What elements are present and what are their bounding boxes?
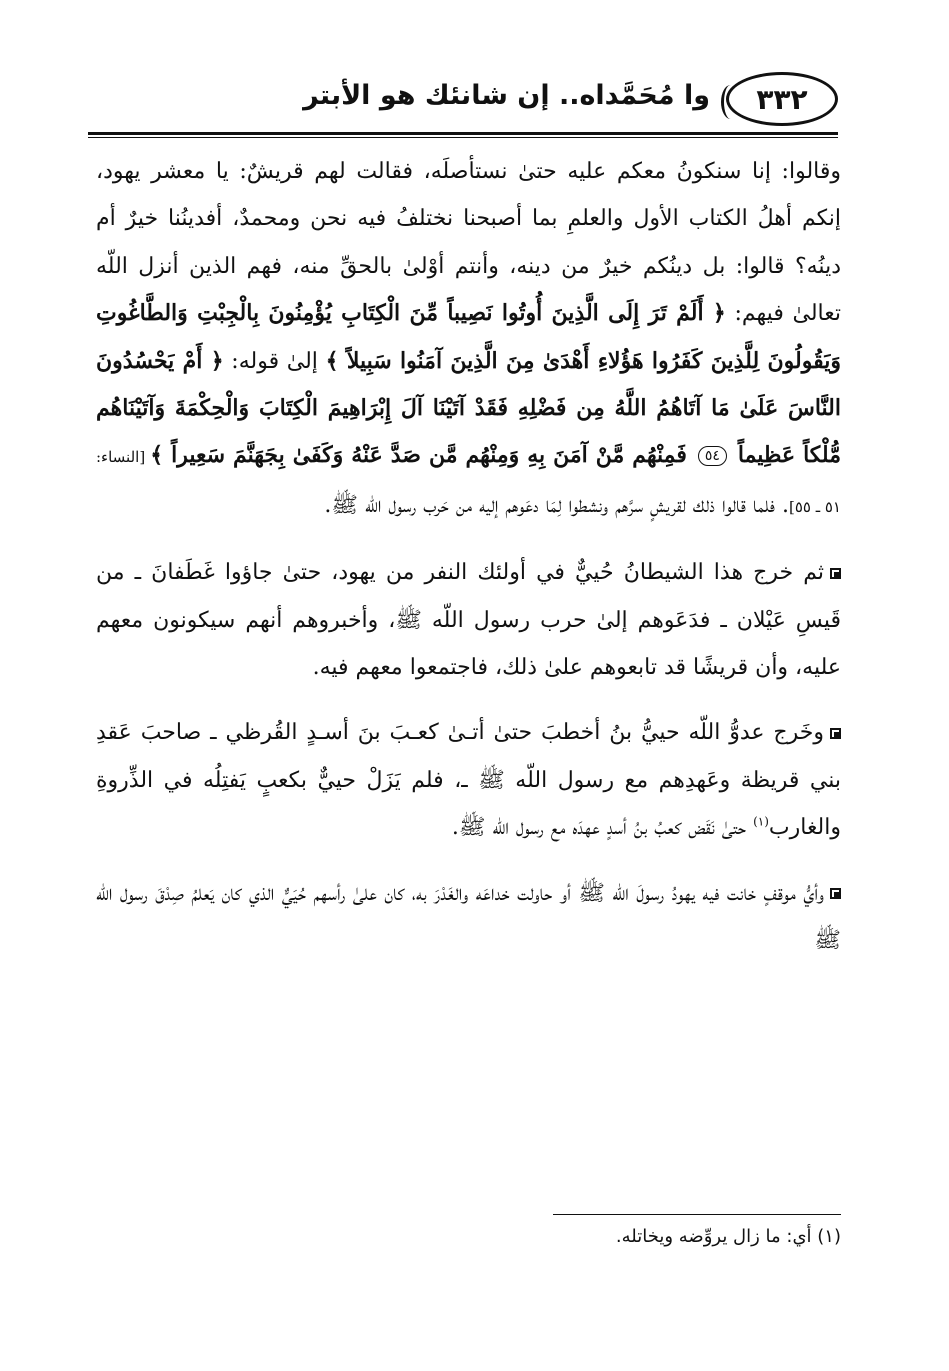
paragraph [96,148,841,531]
header-rule-thin [88,137,838,138]
quran-verse: فَمِنْهُم مَّنْ آمَنَ بِهِ وَمِنْهُم مَّن صَدَّ عَنْهُ وَكَفَىٰ بِجَهَنَّمَ سَعِيراً ﴾ [150,442,695,469]
paragraph [96,549,841,691]
text-segment: . فلما قالوا ذلك لقريشٍ سرَّهم ونشطوا لِمَا دعَوهم إليه من حَرب رسول اللّه ﷺ. [324,492,789,518]
paragraph-marker-icon [830,888,841,899]
text-segment: وخَرج عدوُّ اللّه حييُّ بنُ أخطبَ حتىٰ أتـىٰ كعـبَ بنَ أسـدٍ القُرظي ـ صاحبَ عَقدِ بني قريظة وعَهدِهم مع رسول اللّه ﷺ ـ، فلم يَزَلْ حييٌّ بكعبٍ يَفتِلُه في الذِّروةِ والغارب [96,720,841,841]
ayah-number: ٥٤ [698,446,727,466]
text-segment: ثم خرج هذا الشيطانُ حُييٌّ في أولئك النفر من يهود، حتىٰ جاؤوا غَطَفانَ ـ من قَيسِ عَيْلان ـ فدَعَوهم إلىٰ حرب رسول اللّه ﷺ، وأخبروهم أنهم سيكونون معهم عليه، وأن قريشًا قد تابعوهم علىٰ ذلك، فاجتمعوا معهم فيه. [96,560,841,681]
footnote-ref: (١) [753,814,769,829]
footnote-1: (١) أي: ما زال يروِّضه ويخاتله. [615,1226,841,1247]
page-number: ٣٣٢ [726,72,838,126]
paragraph [96,709,841,851]
quran-verse: ﴿ أَلَمْ تَرَ إِلَى الَّذِينَ أُوتُوا نَصِيباً مِّنَ الْكِتَابِ يُؤْمِنُونَ بِالْجِبْتِ وَالطَّاغُوتِ وَيَقُولُونَ لِلَّذِينَ كَفَرُوا هَؤُلاءِ أَهْدَىٰ مِنَ الَّذِينَ آمَنُوا سَبِيلاً ﴾ [96,300,841,374]
text-segment: إلىٰ قوله: [223,348,326,374]
verse-reference: [النساء: ٥١ ـ ٥٥] [96,448,841,516]
main-text [96,148,841,965]
paragraph [96,870,841,965]
text-segment: وقالوا: إنا سنكونُ معكم عليه حتىٰ نستأصلَه، فقالت لهم قريشٌ: يا معشر يهود، إنكم أهلُ الكتاب الأول والعلمِ بما أصبحنا نختلفُ فيه نحن ومحمدٌ، أفدينُنا خيرٌ أم دينُه؟ قالوا: بل دينُكم خيرٌ من دينه، وأنتم أوْلىٰ بالحقِّ منه، فهم الذين أنزل اللّه تعالىٰ فيهم: [96,159,841,327]
paragraph-marker-icon [830,728,841,739]
paragraph-marker-icon [830,568,841,579]
text-segment: وأيُّ موقفٍ خانت فيه يهودُ رسولَ اللّه ﷺ أو حاولت خداعَه والغَدْرَ به، كان علىٰ رأسهم حُيَيٌّ الذي كان يَعلمُ صِدْقَ رسول اللّه ﷺ [96,880,841,954]
text-segment: حتىٰ نَقَض كعبُ بنُ أسدٍ عهدَه مع رسول اللّه ﷺ. [451,815,754,841]
running-title: وا مُحَمَّداه.. إن شانئك هو الأبتر [303,80,710,111]
quran-verse: ﴿ أَمْ يَحْسُدُونَ النَّاسَ عَلَىٰ مَا آتَاهُمُ اللَّهُ مِن فَضْلِهِ فَقَدْ آتَيْنَا آلَ إِبْرَاهِيمَ الْكِتَابَ وَالْحِكْمَةَ وَآتَيْنَاهُم مُّلْكاً عَظِيماً [96,347,841,469]
page-header [88,70,838,134]
header-rule [88,132,838,135]
footnote-separator [553,1214,841,1215]
